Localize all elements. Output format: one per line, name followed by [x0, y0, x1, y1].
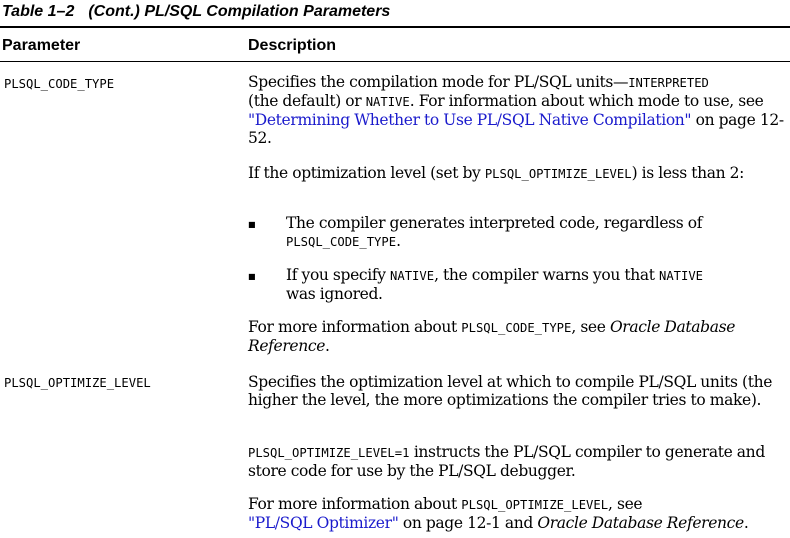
code-text: PLSQL_OPTIMIZE_LEVEL — [484, 167, 632, 181]
code-text: PLSQL_OPTIMIZE_LEVEL — [461, 498, 609, 512]
text: , the compiler warns you that — [434, 266, 659, 284]
text: The compiler generates interpreted code, regardless of — [286, 214, 703, 232]
bullet-icon: ■ — [248, 272, 256, 281]
text: instructs the PL/SQL compiler to generate and store code for use by the PL/SQL debugger. — [248, 443, 765, 480]
book-title: Oracle Database Reference — [537, 514, 744, 532]
parameter-name-optimize-level: PLSQL_OPTIMIZE_LEVEL — [4, 376, 151, 390]
top-rule — [0, 26, 790, 28]
parameter-column-header: Parameter — [2, 37, 81, 54]
text: Specifies the compilation mode for PL/SQL units— — [248, 73, 629, 91]
optimize-level-debugger-paragraph — [248, 443, 788, 480]
table-number: Table 1–2 — [2, 3, 75, 20]
code-text: PLSQL_CODE_TYPE — [286, 235, 397, 249]
text: For more information about — [248, 495, 462, 513]
paragraph — [248, 73, 788, 147]
header-rule — [0, 61, 790, 62]
code-text: NATIVE — [365, 95, 410, 109]
code-text: INTERPRETED — [628, 76, 709, 90]
text: For more information about — [248, 318, 462, 336]
text: , see — [608, 495, 643, 513]
code-text: NATIVE — [659, 269, 704, 283]
text: ) is less than 2: — [631, 164, 745, 182]
text: If the optimization level (set by — [248, 164, 485, 182]
code-type-description — [248, 73, 788, 147]
bullet-item — [286, 214, 786, 251]
book-title: Oracle Database Reference — [248, 318, 736, 355]
text: , see — [571, 318, 610, 336]
plsql-optimizer-link[interactable]: "PL/SQL Optimizer" — [248, 514, 399, 532]
table-title: (Cont.) PL/SQL Compilation Parameters — [88, 3, 391, 20]
code-type-more-info — [248, 318, 788, 355]
text: was ignored. — [286, 285, 383, 303]
code-text: PLSQL_CODE_TYPE — [461, 321, 572, 335]
code-text: PLSQL_OPTIMIZE_LEVEL=1 — [248, 446, 410, 460]
text: If you specify — [286, 266, 391, 284]
bullet-item — [286, 266, 786, 303]
optimize-level-more-info — [248, 495, 788, 532]
optimize-level-description — [248, 373, 788, 409]
optimization-level-paragraph — [248, 164, 788, 183]
parameter-name-code-type: PLSQL_CODE_TYPE — [4, 77, 115, 91]
text: on page 12-1 and — [398, 514, 538, 532]
code-text: NATIVE — [390, 269, 435, 283]
text: . — [396, 232, 401, 250]
text: . — [325, 337, 330, 355]
description-column-header: Description — [248, 37, 337, 54]
table-caption — [2, 2, 390, 22]
text: on page 12-52. — [248, 111, 784, 147]
text: . — [743, 514, 749, 532]
text: (the default) or — [248, 92, 366, 110]
native-compilation-link[interactable]: "Determining Whether to Use PL/SQL Native Compilation" — [248, 111, 692, 129]
text: . For information about which mode to use, see — [409, 92, 764, 110]
paragraph: Specifies the optimization level at which to compile PL/SQL units (the higher the level, the more optimizations the compiler tries to make). — [248, 373, 773, 409]
bullet-icon: ■ — [248, 220, 256, 229]
